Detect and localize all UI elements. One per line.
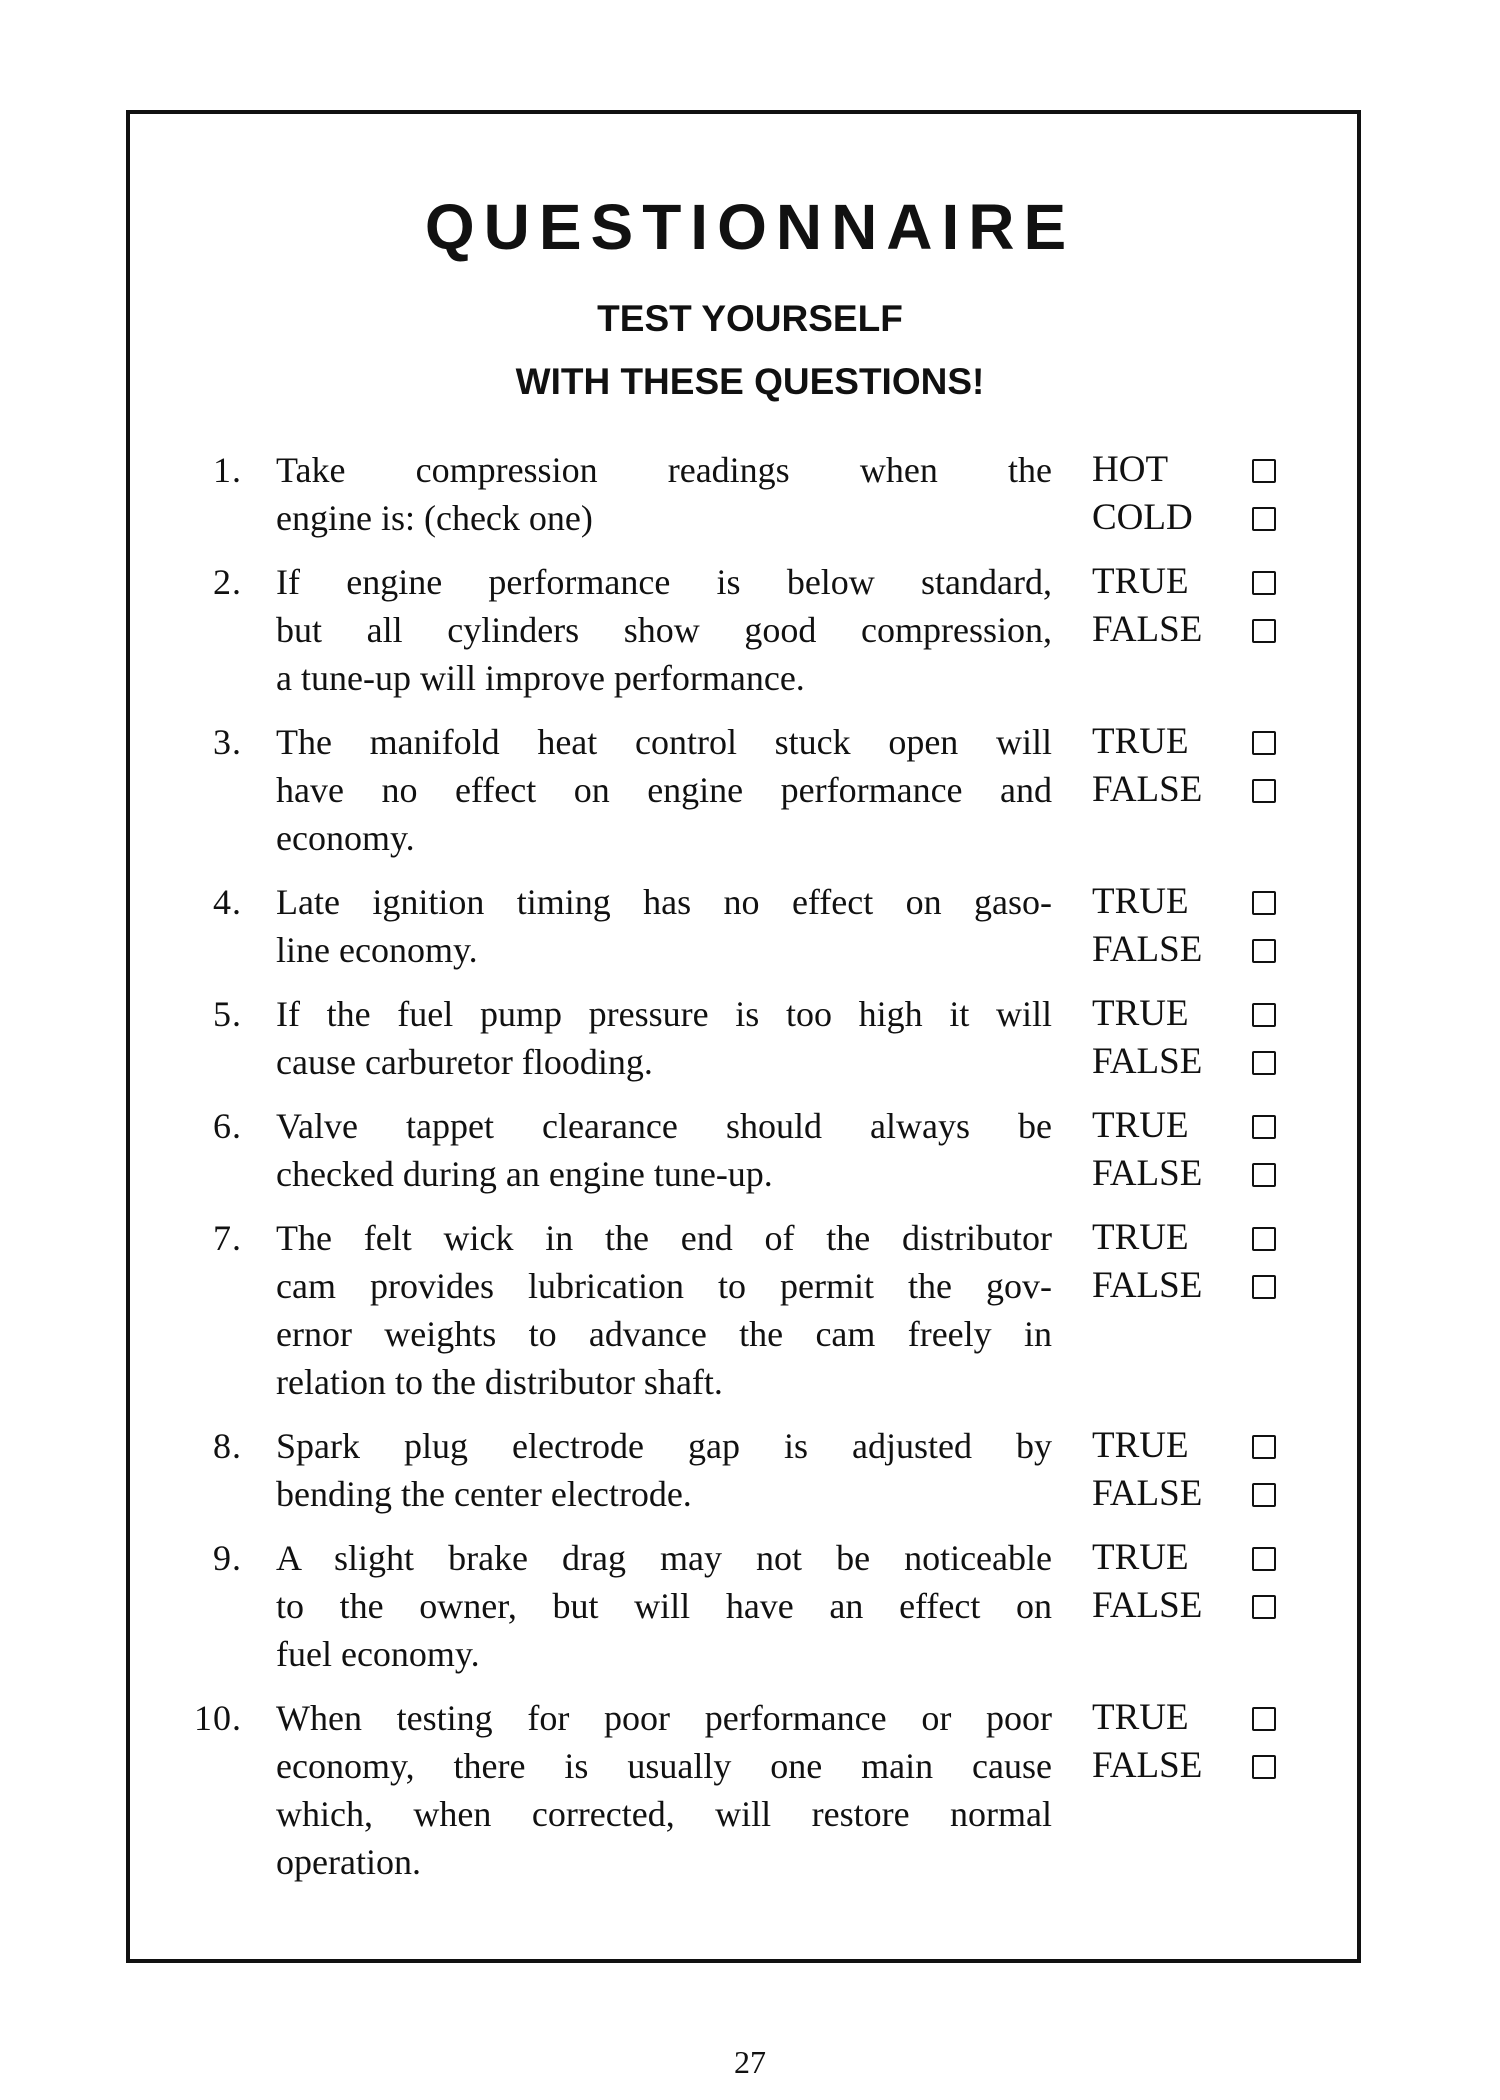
answer-option (1092, 1214, 1276, 1262)
subtitle-line-1: TEST YOURSELF (597, 298, 903, 339)
answer-option-label: TRUE (1092, 561, 1189, 602)
question-text (276, 990, 1052, 1086)
answer-option (1092, 1582, 1276, 1630)
question-item (0, 1422, 1500, 1518)
answer-checkbox[interactable] (1252, 507, 1276, 531)
answer-option-label: TRUE (1092, 1425, 1189, 1466)
answer-options (1092, 990, 1276, 1086)
answer-checkbox[interactable] (1252, 1227, 1276, 1251)
question-text (276, 558, 1052, 702)
page-title: QUESTIONNAIRE (424, 191, 1076, 263)
answer-checkbox[interactable] (1252, 891, 1276, 915)
answer-option (1092, 494, 1276, 542)
answer-options (1092, 1534, 1276, 1630)
question-text-line: engine is: (check one) (276, 498, 593, 538)
answer-checkbox[interactable] (1252, 1707, 1276, 1731)
question-text-line: a tune-up will improve performance. (276, 658, 805, 698)
answer-option (1092, 1694, 1276, 1742)
answer-option-label: FALSE (1092, 1473, 1203, 1514)
question-item (0, 446, 1500, 542)
answer-checkbox[interactable] (1252, 779, 1276, 803)
question-number: 4. (213, 882, 242, 922)
question-list (0, 446, 1500, 1886)
answer-options (1092, 1102, 1276, 1198)
question-text-line: operation. (276, 1842, 421, 1882)
answer-option (1092, 1534, 1276, 1582)
question-text-line: fuel economy. (276, 1634, 480, 1674)
question-text-line: to the owner, but will have an effect on (276, 1586, 1052, 1626)
question-text-line: which, when corrected, will restore normal (276, 1794, 1052, 1834)
question-text-line: Take compression readings when the (276, 450, 1052, 490)
question-text-line: If the fuel pump pressure is too high it will (276, 994, 1052, 1034)
answer-option (1092, 558, 1276, 606)
question-number: 6. (213, 1106, 242, 1146)
answer-option-label: FALSE (1092, 1585, 1203, 1626)
answer-checkbox[interactable] (1252, 459, 1276, 483)
answer-option (1092, 766, 1276, 814)
answer-option (1092, 1422, 1276, 1470)
question-number: 8. (213, 1426, 242, 1466)
answer-option (1092, 1742, 1276, 1790)
answer-options (1092, 878, 1276, 974)
answer-option-label: TRUE (1092, 721, 1189, 762)
answer-option-label: FALSE (1092, 929, 1203, 970)
question-number: 9. (213, 1538, 242, 1578)
question-text-line: cam provides lubrication to permit the gov- (276, 1266, 1052, 1306)
answer-checkbox[interactable] (1252, 939, 1276, 963)
answer-checkbox[interactable] (1252, 1275, 1276, 1299)
question-text-line: Late ignition timing has no effect on gaso- (276, 882, 1052, 922)
question-item (0, 878, 1500, 974)
answer-option-label: TRUE (1092, 1105, 1189, 1146)
answer-checkbox[interactable] (1252, 1547, 1276, 1571)
question-text-line: economy. (276, 818, 415, 858)
question-item (0, 1214, 1500, 1406)
answer-option-label: TRUE (1092, 1697, 1189, 1738)
question-text-line: The felt wick in the end of the distributor (276, 1218, 1052, 1258)
question-text-line: checked during an engine tune-up. (276, 1154, 773, 1194)
question-text-line: cause carburetor flooding. (276, 1042, 653, 1082)
answer-checkbox[interactable] (1252, 1755, 1276, 1779)
question-text (276, 1422, 1052, 1518)
answer-checkbox[interactable] (1252, 571, 1276, 595)
answer-option-label: TRUE (1092, 881, 1189, 922)
question-item (0, 1694, 1500, 1886)
question-text-line: bending the center electrode. (276, 1474, 692, 1514)
question-text-line: line economy. (276, 930, 478, 970)
answer-option (1092, 1262, 1276, 1310)
question-number: 1. (213, 450, 242, 490)
question-item (0, 1534, 1500, 1678)
question-text-line: Valve tappet clearance should always be (276, 1106, 1052, 1146)
answer-option-label: FALSE (1092, 769, 1203, 810)
answer-options (1092, 558, 1276, 654)
question-text-line: A slight brake drag may not be noticeable (276, 1538, 1052, 1578)
answer-options (1092, 1694, 1276, 1790)
answer-option (1092, 926, 1276, 974)
answer-option-label: TRUE (1092, 1537, 1189, 1578)
question-text (276, 1534, 1052, 1678)
question-number: 3. (213, 722, 242, 762)
question-text-line: If engine performance is below standard, (276, 562, 1052, 602)
question-item (0, 990, 1500, 1086)
answer-option-label: FALSE (1092, 1265, 1203, 1306)
answer-checkbox[interactable] (1252, 731, 1276, 755)
answer-option-label: HOT (1092, 449, 1169, 490)
answer-options (1092, 446, 1276, 542)
question-number: 5. (213, 994, 242, 1034)
page-number: 27 (734, 2044, 766, 2080)
answer-checkbox[interactable] (1252, 1435, 1276, 1459)
question-text-line: ernor weights to advance the cam freely in (276, 1314, 1052, 1354)
question-text-line: economy, there is usually one main cause (276, 1746, 1052, 1786)
answer-option-label: TRUE (1092, 993, 1189, 1034)
answer-option (1092, 1470, 1276, 1518)
question-text (276, 1214, 1052, 1406)
question-item (0, 718, 1500, 862)
answer-checkbox[interactable] (1252, 1051, 1276, 1075)
answer-checkbox[interactable] (1252, 1595, 1276, 1619)
question-text-line: When testing for poor performance or poor (276, 1698, 1052, 1738)
question-number: 7. (213, 1218, 242, 1258)
answer-option-label: TRUE (1092, 1217, 1189, 1258)
answer-checkbox[interactable] (1252, 1163, 1276, 1187)
answer-option (1092, 990, 1276, 1038)
answer-checkbox[interactable] (1252, 1003, 1276, 1027)
answer-options (1092, 1422, 1276, 1518)
question-text (276, 1694, 1052, 1886)
answer-option-label: FALSE (1092, 1041, 1203, 1082)
answer-checkbox[interactable] (1252, 1115, 1276, 1139)
answer-option-label: FALSE (1092, 1745, 1203, 1786)
answer-option (1092, 1102, 1276, 1150)
question-text (276, 446, 1052, 542)
question-text-line: The manifold heat control stuck open will (276, 722, 1052, 762)
question-text-line: relation to the distributor shaft. (276, 1362, 723, 1402)
question-item (0, 558, 1500, 702)
answer-option-label: FALSE (1092, 609, 1203, 650)
answer-options (1092, 1214, 1276, 1310)
answer-checkbox[interactable] (1252, 1483, 1276, 1507)
question-text (276, 878, 1052, 974)
question-item (0, 1102, 1500, 1198)
answer-option (1092, 1038, 1276, 1086)
question-text (276, 1102, 1052, 1198)
answer-option (1092, 606, 1276, 654)
answer-option (1092, 718, 1276, 766)
question-number: 2. (213, 562, 242, 602)
answer-option (1092, 1150, 1276, 1198)
question-number: 10. (194, 1698, 242, 1738)
subtitle-line-2: WITH THESE QUESTIONS! (515, 361, 985, 402)
answer-option (1092, 878, 1276, 926)
question-text (276, 718, 1052, 862)
question-text-line: but all cylinders show good compression, (276, 610, 1052, 650)
question-text-line: Spark plug electrode gap is adjusted by (276, 1426, 1052, 1466)
answer-option (1092, 446, 1276, 494)
answer-checkbox[interactable] (1252, 619, 1276, 643)
answer-options (1092, 718, 1276, 814)
question-text-line: have no effect on engine performance and (276, 770, 1052, 810)
answer-option-label: FALSE (1092, 1153, 1203, 1194)
answer-option-label: COLD (1092, 497, 1193, 538)
